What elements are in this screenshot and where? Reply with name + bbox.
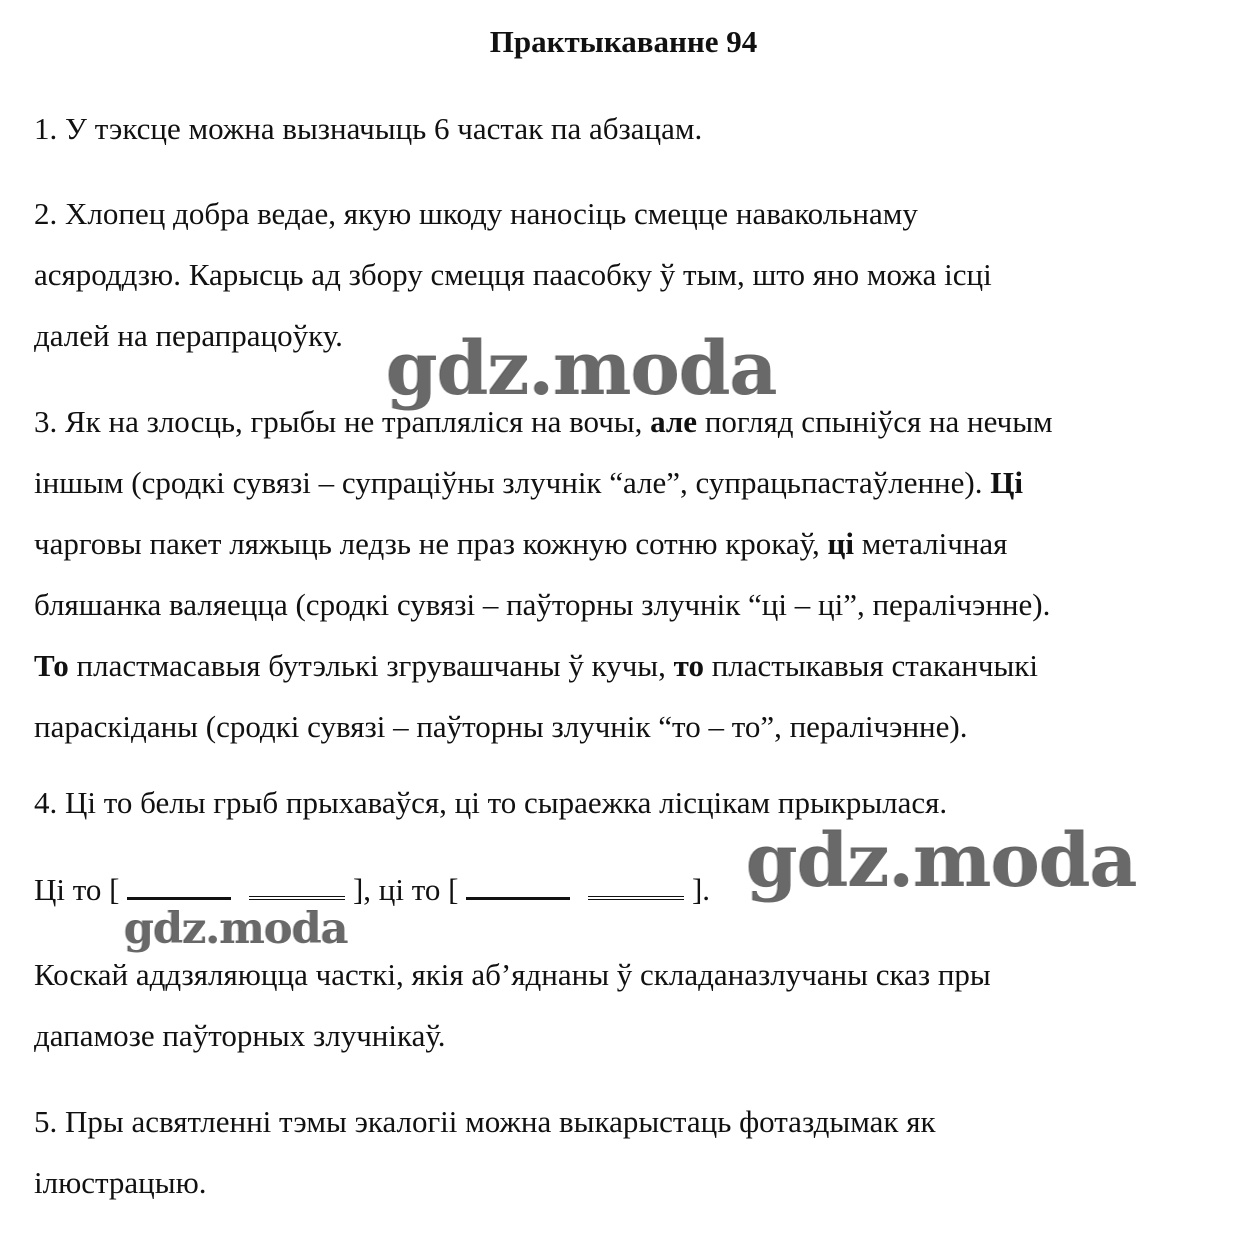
answer-3-line-3 (34, 513, 1224, 574)
answer-5-line-2: ілюстрацыю. (34, 1165, 207, 1200)
scheme-text: ], ці то [ (345, 872, 467, 907)
predicate-underline (588, 886, 684, 900)
subject-underline (127, 887, 231, 900)
text-run: погляд спыніўся на нечым (697, 404, 1053, 439)
answer-5 (34, 1091, 1224, 1213)
subject-underline (466, 887, 570, 900)
text-run: металічная (854, 526, 1008, 561)
text-run: пластмасавыя бутэлькі згрувашчаны ў кучы, (68, 648, 674, 683)
answer-1 (34, 98, 1224, 159)
conjunction-bold: то (673, 648, 704, 683)
watermark: gdz.moda (124, 904, 348, 954)
text-run: 3. Як на злосць, грыбы не трапляліся на вочы, (34, 404, 651, 439)
predicate-underline (249, 886, 345, 900)
watermark: gdz.moda (746, 818, 1137, 904)
answer-3 (34, 391, 1224, 757)
answer-3-line-4: бляшанка валяецца (сродкі сувязі – паўторны злучнік “ці – ці”, пералічэнне). (34, 587, 1051, 622)
explanation-line-1: Коскай аддзяляюцца часткі, якія аб’яднаны ў складаназлучаны сказ пры (34, 957, 991, 992)
answer-1-line-1: 1. У тэксце можна вызначыць 6 частак па абзацам. (34, 111, 703, 146)
answer-4-sentence: 4. Ці то белы грыб прыхаваўся, ці то сыраежка лісцікам прыкрылася. (34, 785, 948, 820)
scheme-text: Ці то [ (34, 872, 128, 907)
answer-3-line-5 (34, 635, 1224, 696)
answer-3-line-2 (34, 452, 1224, 513)
scheme-text: ]. (684, 872, 711, 907)
answer-3-line-6: параскіданы (сродкі сувязі – паўторны злучнік “то – то”, пералічэнне). (34, 709, 968, 744)
answer-2-line-1: 2. Хлопец добра ведае, якую шкоду наносіць смецце навакольнаму (34, 196, 918, 231)
text-run: чарговы пакет ляжыць ледзь не праз кожную сотню крокаў, (34, 526, 828, 561)
conjunction-bold: Ці (990, 465, 1023, 500)
answer-2-line-2: асяроддзю. Карысць ад збору смецця паасобку ў тым, што яно можа ісці (34, 257, 992, 292)
conjunction-bold: але (650, 404, 698, 439)
answer-5-line-1: 5. Пры асвятленні тэмы экалогіі можна выкарыстаць фотаздымак як (34, 1104, 936, 1139)
watermark: gdz.moda (386, 326, 777, 412)
explanation-line-2: дапамозе паўторных злучнікаў. (34, 1018, 446, 1053)
page-title: Практыкаванне 94 (489, 24, 758, 59)
text-run: іншым (сродкі сувязі – супраціўны злучнік “але”, супрацьпастаўленне). (34, 465, 991, 500)
answer-4-explanation (34, 944, 1224, 1066)
conjunction-bold: ці (827, 526, 855, 561)
text-run: пластыкавыя стаканчыкі (703, 648, 1038, 683)
conjunction-bold: То (34, 648, 69, 683)
answer-2-line-3: далей на перапрацоўку. (34, 318, 343, 353)
